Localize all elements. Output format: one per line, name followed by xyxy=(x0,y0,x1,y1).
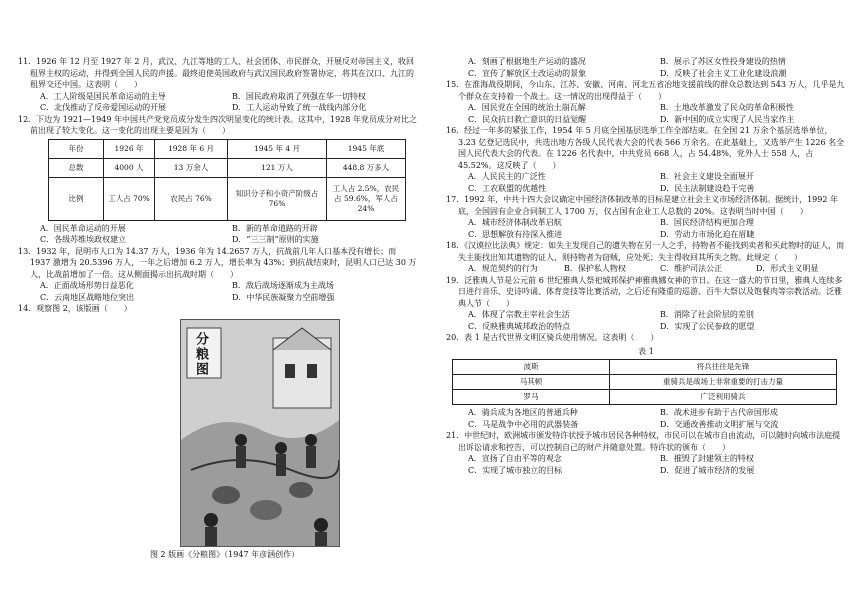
question-stem: 13．1932 年，昆明市人口为 14.37 万人，1936 年为 14.2657 万人，抗战前几年人口基本没有增长；而 1937 激增为 20.5396 万人，一年之后增加 6.2 万人，增长率为 43%；到抗战结束时，昆明人口已达 30 万人，比战前增加了一倍。这从侧面揭示出抗战时期（ ） xyxy=(18,246,417,279)
option-list xyxy=(446,217,846,240)
option-c[interactable]: C．各级苏维埃政权建立 xyxy=(40,235,127,244)
question-19 xyxy=(446,275,846,333)
option-list xyxy=(446,453,846,476)
table-cell: 总数 xyxy=(49,158,104,177)
table-cell: 广泛利用骑兵 xyxy=(610,390,837,405)
question-13 xyxy=(18,246,418,304)
question-14 xyxy=(18,303,418,560)
option-b[interactable]: B．土地改革激发了民众的革命积极性 xyxy=(660,103,794,112)
table-cell: 重骑兵是战场上非常重要的打击力量 xyxy=(610,375,837,390)
woodcut-image xyxy=(180,319,340,547)
option-b[interactable]: B．消除了社会阶层的差别 xyxy=(660,310,754,319)
option-b[interactable]: B．敌后战场逐渐成为主战场 xyxy=(232,281,334,290)
table-cell: 工人占 70% xyxy=(104,177,155,220)
option-d[interactable]: D．形式主义明显 xyxy=(756,264,819,273)
option-a[interactable]: A．国民革命运动的开展 xyxy=(40,223,126,233)
question-stem: 14．观察图 2，该版画（ ） xyxy=(18,304,132,313)
option-d[interactable]: D．促进了城市经济的发展 xyxy=(660,465,755,475)
table-cell: 1945 年底 xyxy=(327,139,406,158)
option-a[interactable]: A．正面战场形势日益恶化 xyxy=(40,281,134,290)
table-cell: 知识分子和小资产阶级占 76% xyxy=(228,177,327,220)
question-stem: 20．表 1 是古代世界文明区骑兵使用情况。这表明（ ） xyxy=(446,333,659,342)
option-b[interactable]: B．国民政府取消了列强在华一切特权 xyxy=(232,91,366,101)
option-d[interactable]: D．实现了公民参政的愿望 xyxy=(660,321,755,331)
option-d[interactable]: D．新中国的成立实现了人民当家作主 xyxy=(660,114,795,124)
table-cell: 马其顿 xyxy=(453,375,610,390)
option-a[interactable]: A．宣扬了自由平等的观念 xyxy=(468,454,562,463)
left-column xyxy=(18,56,418,560)
option-c[interactable]: C．民众抗日救亡意识的日益觉醒 xyxy=(468,114,587,124)
table-cell: 将兵往往是先锋 xyxy=(610,360,837,375)
table-cell: 1945 年 4 月 xyxy=(228,139,327,158)
option-c[interactable]: C．维护司法公正 xyxy=(660,264,723,273)
option-list xyxy=(446,102,846,125)
option-list xyxy=(446,407,846,430)
option-list xyxy=(18,91,418,114)
option-list xyxy=(446,171,846,194)
option-list xyxy=(446,263,846,275)
option-b[interactable]: B．社会主义建设全面展开 xyxy=(660,172,754,181)
option-a[interactable]: A．人民民主的广泛性 xyxy=(468,172,546,181)
question-stem: 15．在淮海战役期间，今山东、江苏、安徽、河南、河北五省冶地支援前线的群众总数达到 543 万人，几乎是九个群众在支持着一个战士。这一情况的出现得益于（ ） xyxy=(446,80,845,101)
table-caption: 表 1 xyxy=(638,346,654,356)
option-a[interactable]: A．城市经济体制改革启航 xyxy=(468,218,562,227)
option-c[interactable]: C．北伐推动了反帝爱国运动的开展 xyxy=(40,103,167,112)
option-b[interactable]: B．新的革命道路的开辟 xyxy=(232,223,318,233)
option-d[interactable]: D．反映了社会主义工业化建设浪潮 xyxy=(660,68,787,78)
option-a[interactable]: A．工人阶级是国民革命运动的主导 xyxy=(40,91,166,101)
option-d[interactable]: D．民主法制建设趋于完善 xyxy=(660,183,755,193)
option-c[interactable]: C．实现了城市独立的目标 xyxy=(468,465,563,475)
party-membership-table xyxy=(48,139,406,221)
table-cell: 年份 xyxy=(49,139,104,158)
option-a[interactable]: A．规范契约的行为 xyxy=(468,264,538,273)
table-cell: 比例 xyxy=(49,177,104,220)
option-b[interactable]: B．摧毁了封建领主的特权 xyxy=(660,454,754,463)
table-cell: 罗马 xyxy=(453,390,610,405)
question-stem: 16．经过一年多的紧张工作，1954 年 5 月底全国基层选举工作全部结束。在全国 21 万余个基层选举单位，3.23 亿登记选民中，共选出地方各级人民代表大会的代表 566 万余名。在此基础上，又选举产生 1226 名全国人民代表大会的代表。在 1226 名代表中，中共党员 668 人，占 54.48%，党外人士 558 人，占 45.52%。这反映了（ ） xyxy=(446,126,845,170)
table-cell: 工人占 2.5%，农民占 59.6%，军人占 24% xyxy=(327,177,406,220)
question-stem: 18．《汉谟拉比法典》规定：如失主发现自己的遗失物在另一人之手，持物者不能找到卖者和买此物时的证人，而失主能找出知其遗物的证人，则持物者为窃贼，应处死；失主得收回其所失之物。此规定（ ） xyxy=(446,241,845,262)
option-c[interactable]: C．反映雅典城邦政治的特点 xyxy=(468,321,571,331)
option-d[interactable]: D．交通改善推动文明扩展与交流 xyxy=(660,419,779,429)
table-cell: 1928 年 6 月 xyxy=(155,139,228,158)
option-b[interactable]: B．战术进步有助于古代帝国形成 xyxy=(660,408,778,417)
option-list xyxy=(18,280,418,303)
option-list xyxy=(446,309,846,332)
question-18 xyxy=(446,240,846,275)
question-stem: 17．1992 年，中共十四大会议确定中国经济体制改革的目标是建立社会主义市场经济体制。据统计，1992 年底，全国固有企业合同制工人 1700 万，仅占国有企业工人总数的 20%。这表明当时中国（ ） xyxy=(446,195,838,216)
option-list xyxy=(18,223,418,246)
option-c[interactable]: C．马是战争中必用的武器装备 xyxy=(468,419,579,429)
question-12 xyxy=(18,114,418,246)
option-d[interactable]: D．劳动力市场化迫在眉睫 xyxy=(660,229,755,239)
option-a[interactable]: A．骑兵成为各地区的普通兵种 xyxy=(468,408,578,417)
question-20 xyxy=(446,332,846,430)
table-cell: 121 万人 xyxy=(228,158,327,177)
figure-caption: 图 2 版画《分粮图》（1947 年彦涵创作） xyxy=(150,549,300,559)
option-c[interactable]: C．宣传了解放区土改运动的景象 xyxy=(468,68,587,78)
woodcut-title: 分粮图 xyxy=(193,331,208,377)
table-cell: 波斯 xyxy=(453,360,610,375)
question-21 xyxy=(446,430,846,476)
option-d[interactable]: D．工人运动导致了统一战线内部分化 xyxy=(232,103,367,112)
table-cell: 448.8 万多人 xyxy=(327,158,406,177)
option-d[interactable]: D．“三三制”原则的实施 xyxy=(232,235,319,244)
option-a[interactable]: A．体现了宗教主宰社会生活 xyxy=(468,310,570,319)
option-b[interactable]: B．保护私人物权 xyxy=(564,264,626,273)
option-b[interactable]: B．展示了苏区女性投身建设的热情 xyxy=(660,57,786,66)
option-c[interactable]: C．思想解放有待深入推进 xyxy=(468,229,563,239)
question-15 xyxy=(446,79,846,125)
right-column xyxy=(446,56,846,476)
question-stem: 11．1926 年 12 月至 1927 年 2 月，武汉、九江等地的工人、社会团体、市民群众，开展反对帝国主义，收回租界主权的运动，并得到全国人民的声援。最终迫使英国政府与武汉国民政府签署协定，将其在汉口、九江的租界交还中国。这表明（ ） xyxy=(18,57,414,89)
question-11 xyxy=(18,56,418,114)
option-d[interactable]: D．中华民族凝聚力空前增强 xyxy=(232,292,335,302)
option-a[interactable]: A．刻画了根据地生产运动的盛况 xyxy=(468,57,586,66)
option-a[interactable]: A．国民党在全国的统治土崩瓦解 xyxy=(468,103,586,112)
question-stem: 19．泛雅典人节是公元前 6 世纪雅典人祭祀城邦保护神雅典娜女神的节日。在这一盛大的节日里，雅典人连续多日进行音乐、史诗吟诵、体育竞技等比赛活动，之后还有隆重的巡游、百牛大祭以及饱餐肉等宗教活动。泛雅典人节（ ） xyxy=(446,275,843,308)
table-cell: 农民占 76% xyxy=(155,177,228,220)
option-c[interactable]: C．云南地区战略地位突出 xyxy=(40,292,135,302)
table-cell: 13 万余人 xyxy=(155,158,228,177)
question-stem: 21．中世纪时，欧洲城市颁发特许状授予城市居民各种特权，市民可以在城市自由流动，可以随时向城市法庭提出诉讼请求和控告，可以控制自己的财产并随意处置。特许状的颁布（ ） xyxy=(446,431,841,452)
question-14-options xyxy=(446,56,846,79)
table-cell: 4000 人 xyxy=(104,158,155,177)
question-16 xyxy=(446,125,846,194)
option-b[interactable]: B．国民经济结构更加合理 xyxy=(660,218,754,227)
option-c[interactable]: C．工农联盟的优越性 xyxy=(468,183,547,193)
question-17 xyxy=(446,194,846,240)
cavalry-table xyxy=(452,359,837,405)
table-cell: 1926 年 xyxy=(104,139,155,158)
question-stem: 12．下边为 1921—1949 年中国共产党党员成分发生四次明显变化的统计表。这其中，1928 年党员成分对比之前出现了较大变化。这一变化的出现主要是因为（ ） xyxy=(18,114,417,135)
